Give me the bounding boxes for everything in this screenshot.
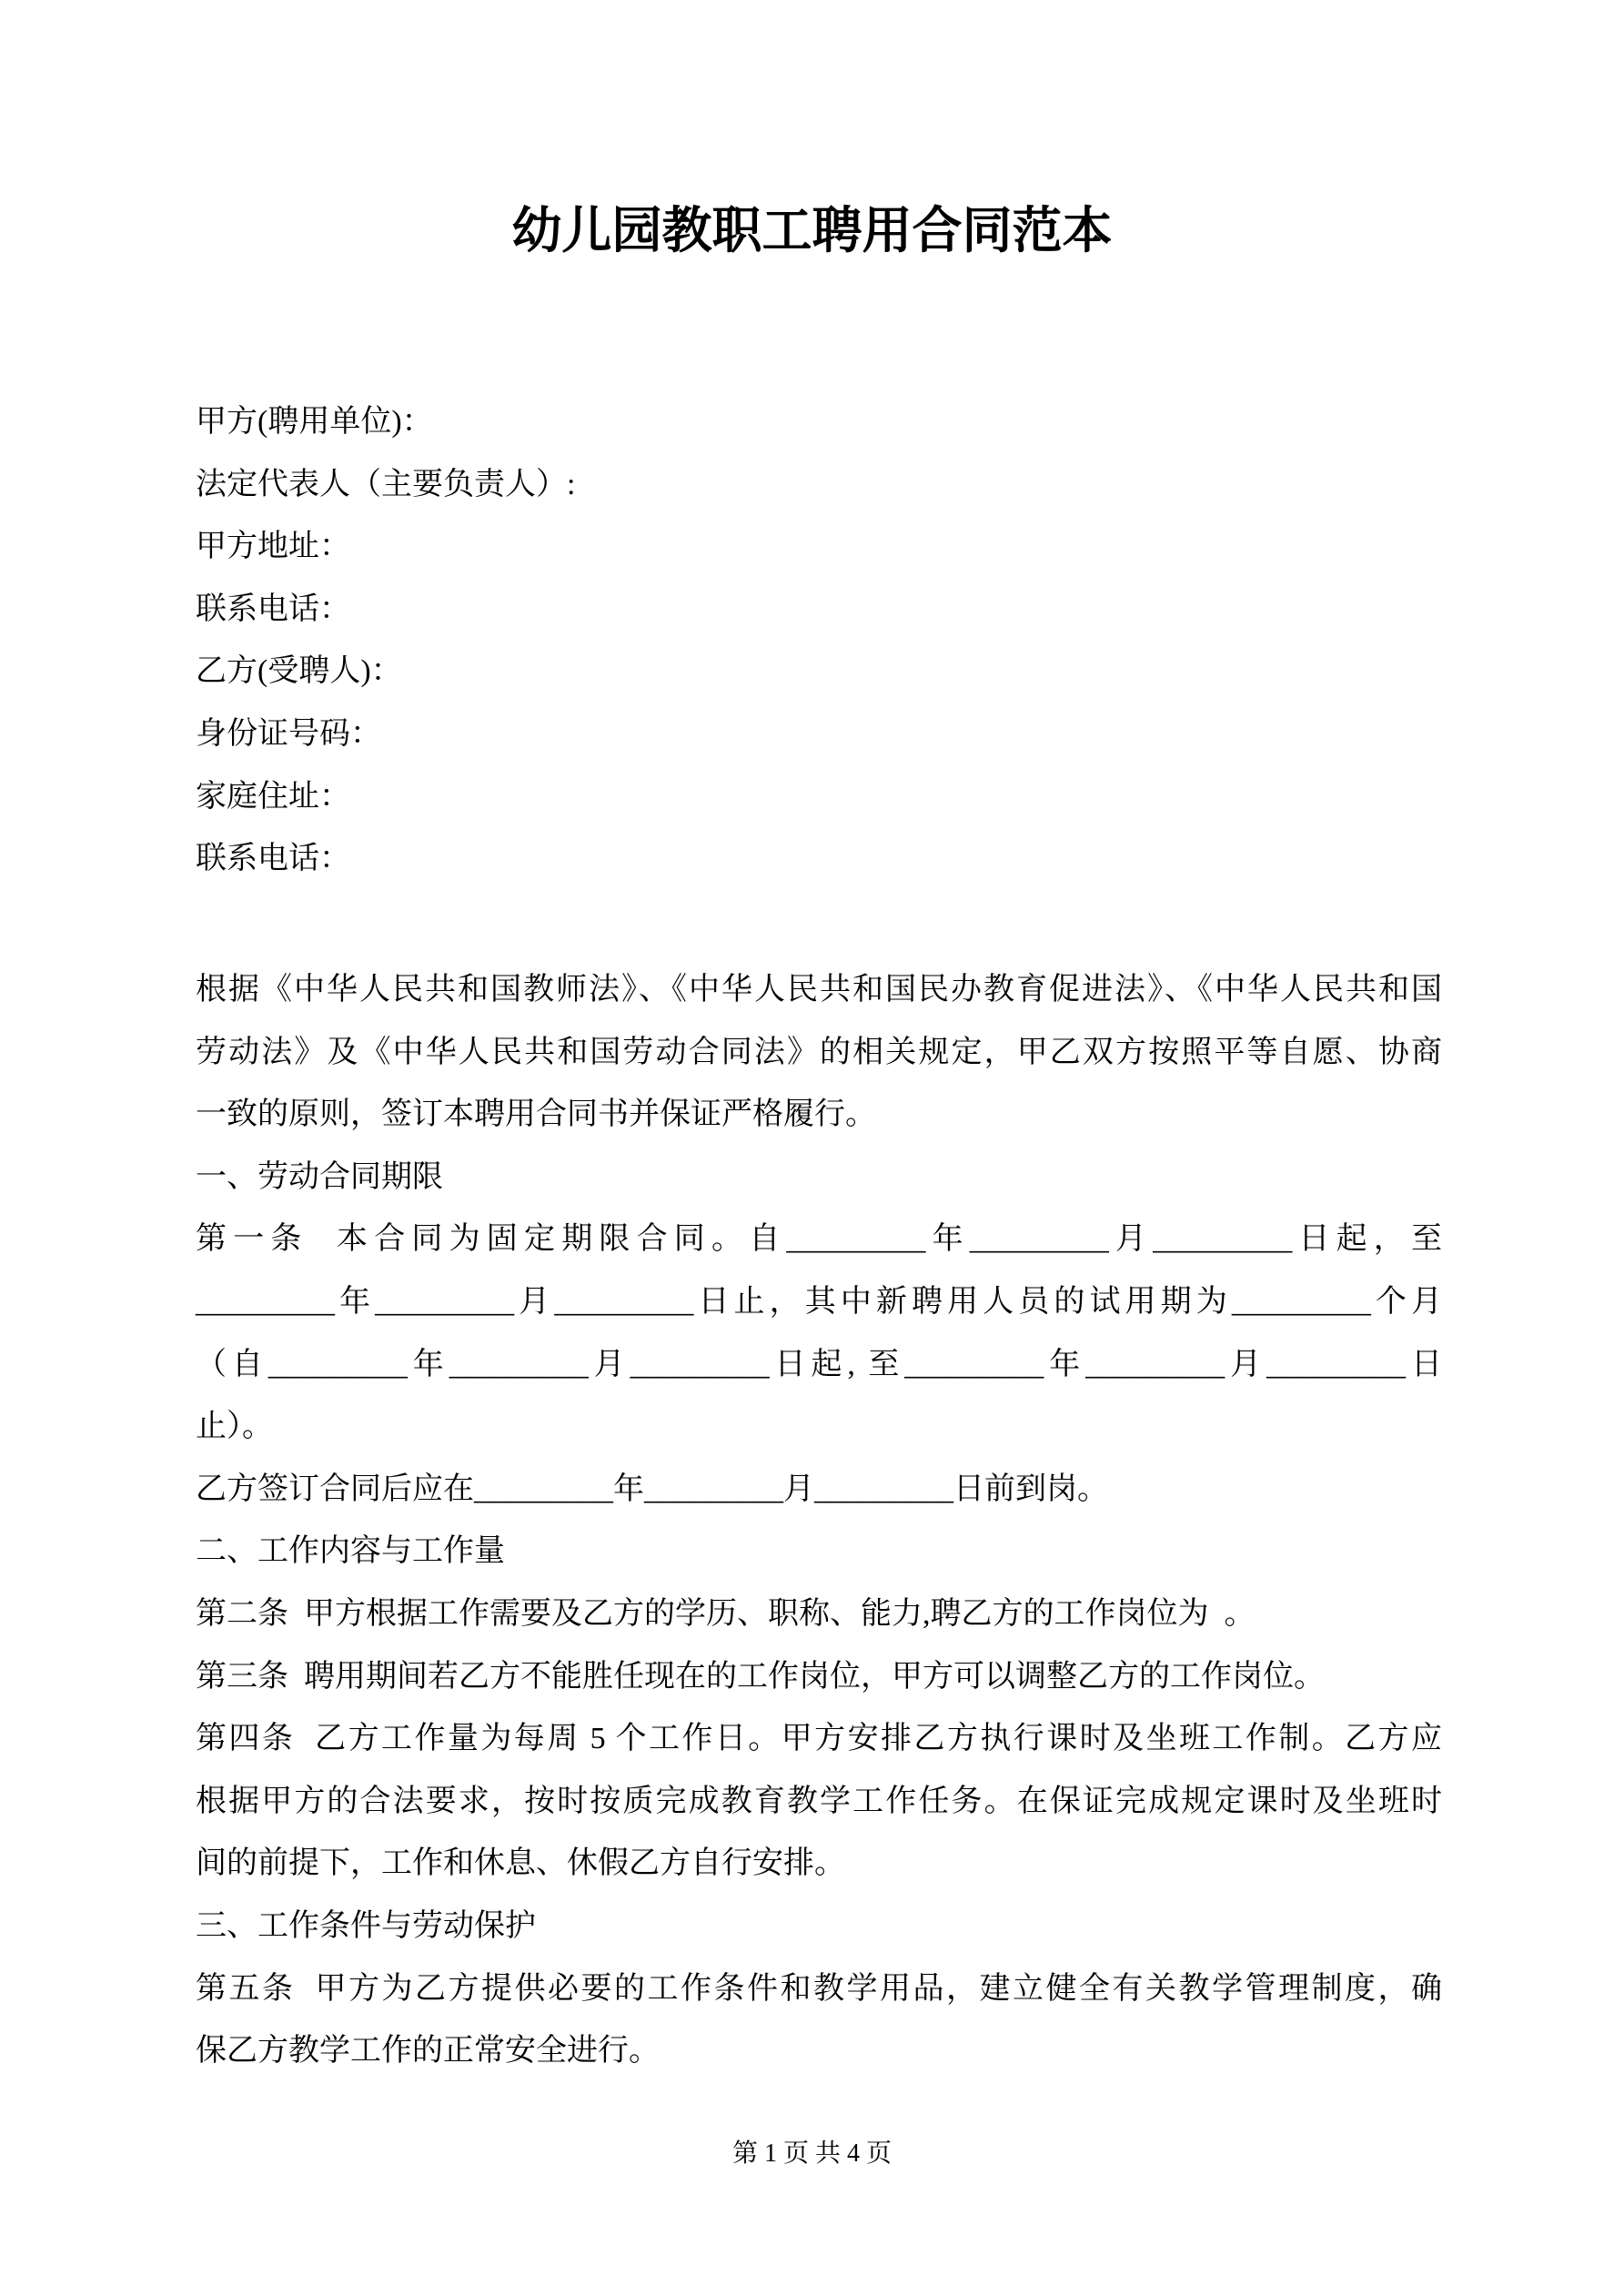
article-1-arrival-line: 乙方签订合同后应在_________年_________月_________日前到岗。 (196, 1472, 1108, 1506)
field-id-number: 身份证号码： (196, 716, 381, 751)
preamble-line-3: 一致的原则，签订本聘用合同书并保证严格履行。 (196, 1097, 876, 1132)
document-title: 幼儿园教职工聘用合同范本 (511, 203, 1113, 258)
article-1-line-1: 第一条 本合同为固定期限合同。自_________年_________月_________日起，至 (196, 1222, 1442, 1257)
article-2-line: 第二条 甲方根据工作需要及乙方的学历、职称、能力,聘乙方的工作岗位为 。 (196, 1596, 1256, 1631)
article-4-line-2: 根据甲方的合法要求，按时按质完成教育教学工作任务。在保证完成规定课时及坐班时 (196, 1784, 1442, 1818)
article-4-line-3: 间的前提下，工作和休息、休假乙方自行安排。 (196, 1846, 845, 1881)
field-party-b: 乙方(受聘人)： (196, 654, 402, 689)
article-4-line-1: 第四条 乙方工作量为每周 5 个工作日。甲方安排乙方执行课时及坐班工作制。乙方应 (196, 1722, 1442, 1756)
page-number-footer: 第 1 页 共 4 页 (731, 2139, 892, 2168)
article-5-line-1: 第五条 甲方为乙方提供必要的工作条件和教学用品，建立健全有关教学管理制度，确 (196, 1971, 1442, 2006)
section-heading-1: 一、劳动合同期限 (196, 1159, 443, 1194)
section-heading-2: 二、工作内容与工作量 (196, 1534, 505, 1569)
article-1-line-4: 止）。 (196, 1410, 273, 1444)
section-heading-3: 三、工作条件与劳动保护 (196, 1908, 536, 1943)
article-3-line: 第三条 聘用期间若乙方不能胜任现在的工作岗位，甲方可以调整乙方的工作岗位。 (196, 1659, 1325, 1694)
field-legal-representative: 法定代表人（主要负责人）: (196, 467, 576, 501)
field-party-a-address: 甲方地址： (196, 530, 350, 564)
party-info-section (196, 391, 1442, 891)
article-1-line-2: _________年_________月_________日止，其中新聘用人员的试用期为_________个月 (196, 1284, 1442, 1319)
field-party-a: 甲方(聘用单位)： (196, 405, 433, 439)
field-home-address: 家庭住址： (196, 779, 350, 814)
field-party-b-phone: 联系电话： (196, 842, 350, 876)
field-party-a-phone: 联系电话： (196, 592, 350, 626)
article-1-line-3: （自_________年_________月_________日起, 至_________年_________月_________日 (196, 1347, 1442, 1381)
contract-body (196, 959, 1442, 2083)
article-5-line-2: 保乙方教学工作的正常安全进行。 (196, 2034, 660, 2068)
preamble-line-2: 劳动法》及《中华人民共和国劳动合同法》的相关规定，甲乙双方按照平等自愿、协商 (196, 1035, 1442, 1069)
preamble-line-1: 根据《中华人民共和国教师法》、《中华人民共和国民办教育促进法》、《中华人民共和国 (196, 973, 1442, 1006)
